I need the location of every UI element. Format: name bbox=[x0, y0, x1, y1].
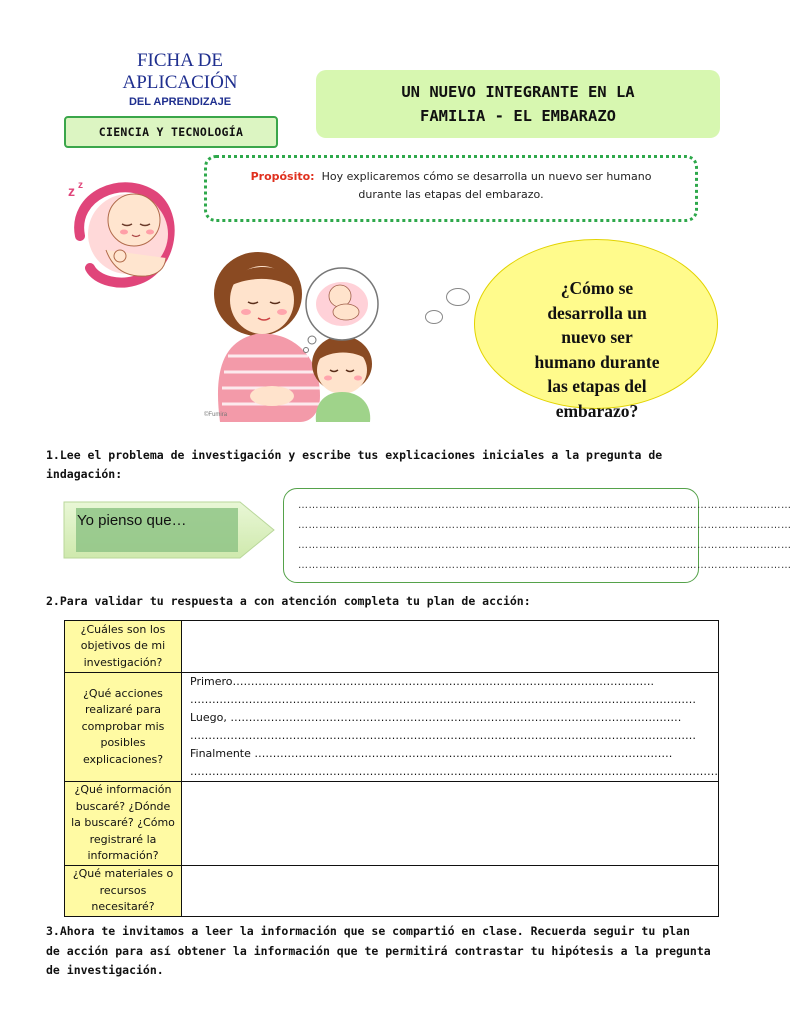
guiding-question-text bbox=[505, 276, 689, 423]
ficha-subtitle: DEL APRENDIZAJE bbox=[128, 96, 232, 108]
table-row bbox=[65, 673, 719, 782]
answer-line: …………………………………………………………………………………………………………………………… bbox=[298, 500, 792, 511]
section1-prompt-line1: 1.Lee el problema de investigación y escribe tus explicaciones iniciales a la pregunta de bbox=[46, 448, 663, 462]
plan-question-objectives: ¿Cuáles son los objetivos de mi investigación? bbox=[65, 621, 182, 673]
plan-answer-objectives[interactable] bbox=[182, 621, 719, 673]
worksheet-title bbox=[316, 70, 720, 138]
initial-explanation-answer-box[interactable] bbox=[283, 488, 792, 583]
action-line: ………………………………………………………………………………………………………………………… bbox=[190, 693, 696, 706]
action-line: Finalmente …………………………………………………………………………………………………… bbox=[190, 747, 673, 760]
purpose-box bbox=[204, 155, 698, 222]
ficha-title-line1: FICHA DE bbox=[136, 50, 224, 71]
answer-line: …………………………………………………………………………………………………………………………… bbox=[298, 520, 792, 531]
worksheet-title-line1: UN NUEVO INTEGRANTE EN LA bbox=[401, 83, 635, 101]
plan-answer-information[interactable] bbox=[182, 782, 719, 866]
svg-text:z: z bbox=[78, 180, 83, 191]
illustration-credit: ©Fumira bbox=[204, 412, 228, 418]
action-line: Primero……………………………………………………………………………………………………. bbox=[190, 675, 655, 688]
question-line: embarazo? bbox=[555, 400, 639, 421]
question-line: nuevo ser bbox=[561, 327, 633, 347]
question-line: desarrolla un bbox=[547, 302, 647, 323]
table-row bbox=[65, 866, 719, 917]
section2-prompt: 2.Para validar tu respuesta a con atención completa tu plan de acción: bbox=[46, 594, 531, 608]
action-plan-table bbox=[64, 620, 719, 917]
guiding-question-bubble bbox=[474, 239, 718, 421]
question-line: las etapas del bbox=[547, 376, 647, 396]
baby-in-womb-illustration bbox=[62, 176, 180, 286]
section1-prompt-line2: indagación: bbox=[46, 467, 123, 481]
purpose-text-line2: durante las etapas del embarazo. bbox=[358, 188, 544, 201]
ficha-title bbox=[96, 50, 264, 94]
yo-pienso-arrow bbox=[60, 498, 278, 562]
section3-prompt-line1: 3.Ahora te invitamos a leer la información que se compartió en clase. Recuerda seguir tu plan bbox=[46, 924, 690, 938]
answer-line: …………………………………………………………………………………………………………………………… bbox=[298, 560, 792, 571]
ficha-title-line2: APLICACIÓN bbox=[122, 72, 238, 93]
svg-text:z: z bbox=[68, 183, 75, 199]
purpose-label: Propósito: bbox=[250, 170, 315, 183]
section1-prompt bbox=[46, 446, 716, 484]
answer-line: …………………………………………………………………………………………………………………………… bbox=[298, 540, 792, 551]
action-line: ……………………………………………………………………………………………………………………………… bbox=[190, 765, 718, 778]
action-line: Luego, …………………………………………………………………………………………………………… bbox=[190, 711, 682, 724]
pregnant-mother-and-child-illustration bbox=[200, 246, 405, 426]
plan-question-actions: ¿Qué acciones realizaré para comprobar mis posibles explicaciones? bbox=[65, 673, 182, 782]
question-line: humano durante bbox=[534, 351, 660, 372]
thought-bubble-dot-large bbox=[446, 288, 470, 306]
section3-prompt bbox=[46, 922, 722, 981]
action-line: ………………………………………………………………………………………………………………………… bbox=[190, 729, 696, 742]
question-line: ¿Cómo se bbox=[560, 278, 634, 298]
plan-answer-actions[interactable] bbox=[182, 673, 719, 782]
plan-answer-materials[interactable] bbox=[182, 866, 719, 917]
table-row bbox=[65, 621, 719, 673]
purpose-text-line1: Hoy explicaremos cómo se desarrolla un nuevo ser humano bbox=[321, 170, 652, 183]
plan-question-materials: ¿Qué materiales o recursos necesitaré? bbox=[65, 866, 182, 917]
thought-bubble-dot-small bbox=[425, 310, 443, 324]
section3-prompt-line3: de investigación. bbox=[46, 963, 164, 977]
table-row bbox=[65, 782, 719, 866]
subject-area-badge: CIENCIA Y TECNOLOGÍA bbox=[64, 116, 278, 148]
plan-question-information: ¿Qué información buscaré? ¿Dónde la buscaré? ¿Cómo registraré la información? bbox=[65, 782, 182, 866]
yo-pienso-label: Yo pienso que… bbox=[77, 512, 187, 529]
worksheet-title-line2: FAMILIA - EL EMBARAZO bbox=[420, 107, 616, 125]
section3-prompt-line2: de acción para así obtener la información que te permitirá contrastar tu hipótesis a la pregunta bbox=[46, 943, 711, 958]
